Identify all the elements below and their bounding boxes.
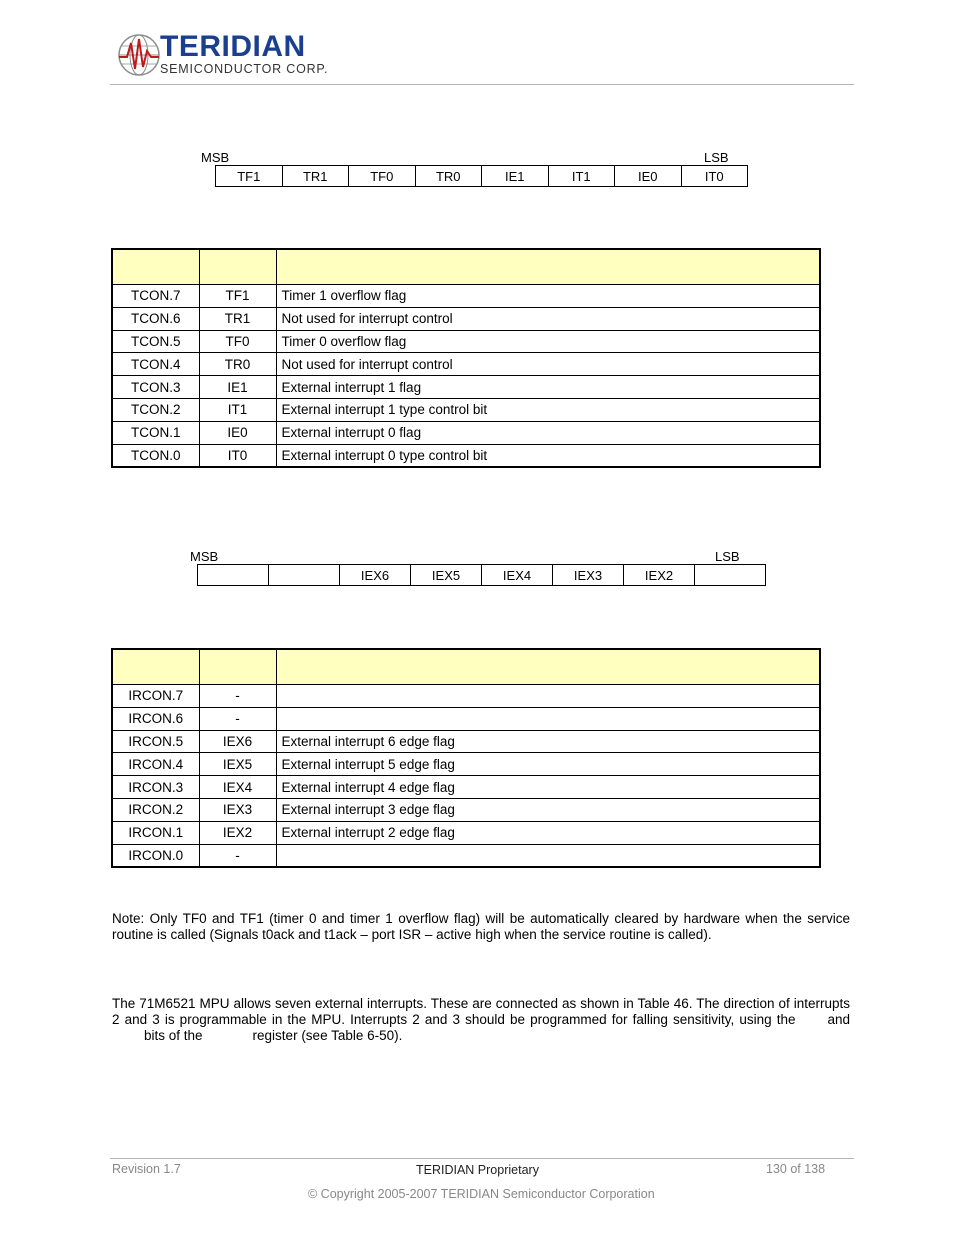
ircon-header-cell	[276, 649, 820, 685]
paragraph-part-1: The 71M6521 MPU allows seven external interrupts. These are connected as shown in Table 46. The direction of interrupts 2 and 3 is programmable in the MPU. Interrupts 2 and 3 should be programmed for falling sensitivity, using the	[112, 996, 850, 1027]
ircon-bit-cell: IEX2	[624, 565, 695, 586]
tcon-msb-label: MSB	[201, 150, 230, 165]
header-divider	[110, 84, 854, 85]
bit-position-cell: TCON.3	[112, 376, 199, 399]
bit-name-cell: TF0	[199, 330, 276, 353]
tcon-bit-cell: IE1	[482, 166, 549, 187]
bit-position-cell: IRCON.5	[112, 730, 199, 753]
bit-description-cell: Not used for interrupt control	[276, 307, 820, 330]
logo-globe-icon	[117, 33, 161, 77]
tcon-description-table	[111, 248, 821, 468]
ircon-bit-cell	[269, 565, 340, 586]
tcon-bit-cell: IT0	[681, 166, 748, 187]
table-row	[112, 753, 820, 776]
company-logo	[117, 33, 161, 77]
footer-copyright: © Copyright 2005-2007 TERIDIAN Semiconductor Corporation	[308, 1187, 655, 1201]
table-row	[112, 285, 820, 308]
tcon-bit-cell: TF0	[349, 166, 416, 187]
ircon-header-cell	[112, 649, 199, 685]
bit-description-cell	[276, 685, 820, 708]
footer-proprietary: TERIDIAN Proprietary	[416, 1163, 539, 1177]
tcon-header-cell	[112, 249, 199, 285]
ircon-bit-cell: IEX6	[340, 565, 411, 586]
logo-wordmark: TERIDIAN	[160, 30, 306, 63]
bit-position-cell: TCON.1	[112, 421, 199, 444]
ircon-header-cell	[199, 649, 276, 685]
table-row	[112, 398, 820, 421]
table-row	[112, 353, 820, 376]
bit-position-cell: IRCON.1	[112, 821, 199, 844]
note-paragraph: Note: Only TF0 and TF1 (timer 0 and timer 1 overflow flag) will be automatically cleared by hardware when the service routine is called (Signals t0ack and t1ack – port ISR – active high when the service routine is called).	[112, 911, 850, 942]
table-row	[112, 330, 820, 353]
bit-name-cell: -	[199, 707, 276, 730]
table-row	[112, 844, 820, 867]
tcon-bit-cell: IE0	[615, 166, 682, 187]
bit-name-cell: IE0	[199, 421, 276, 444]
table-row	[112, 730, 820, 753]
bit-name-cell: -	[199, 685, 276, 708]
bit-position-cell: TCON.0	[112, 444, 199, 467]
bit-description-cell: External interrupt 1 flag	[276, 376, 820, 399]
table-row	[112, 707, 820, 730]
paragraph-part-2: and	[827, 1012, 850, 1027]
tcon-bit-cell: TR1	[282, 166, 349, 187]
ircon-lsb-label: LSB	[715, 549, 740, 564]
footer-revision: Revision 1.7	[112, 1162, 181, 1176]
bit-position-cell: IRCON.3	[112, 776, 199, 799]
footer-page-number: 130 of 138	[766, 1162, 826, 1176]
tcon-header-cell	[276, 249, 820, 285]
table-row	[112, 776, 820, 799]
bit-position-cell: IRCON.6	[112, 707, 199, 730]
ircon-msb-label: MSB	[190, 549, 219, 564]
footer-divider	[110, 1158, 854, 1159]
tcon-bit-cell: TR0	[415, 166, 482, 187]
bit-position-cell: IRCON.0	[112, 844, 199, 867]
bit-name-cell: IT1	[199, 398, 276, 421]
table-row	[112, 798, 820, 821]
bit-position-cell: TCON.6	[112, 307, 199, 330]
tcon-header-row	[112, 249, 820, 285]
ircon-bit-cell	[695, 565, 766, 586]
bit-name-cell: IEX4	[199, 776, 276, 799]
paragraph-part-3: bits of the	[144, 1028, 203, 1043]
logo-subtitle: SEMICONDUCTOR CORP.	[160, 62, 329, 76]
table-row	[112, 444, 820, 467]
bit-description-cell: External interrupt 0 type control bit	[276, 444, 820, 467]
paragraph-part-4: register (see Table 6-50).	[252, 1028, 403, 1043]
table-row	[112, 685, 820, 708]
bit-name-cell: TR0	[199, 353, 276, 376]
bit-position-cell: TCON.5	[112, 330, 199, 353]
bit-name-cell: TR1	[199, 307, 276, 330]
table-row	[112, 307, 820, 330]
table-row	[112, 376, 820, 399]
tcon-bit-cell: IT1	[548, 166, 615, 187]
bit-name-cell: TF1	[199, 285, 276, 308]
ircon-bit-register	[197, 564, 766, 586]
tcon-bit-cell: TF1	[216, 166, 283, 187]
bit-name-cell: IT0	[199, 444, 276, 467]
bit-position-cell: IRCON.4	[112, 753, 199, 776]
bit-description-cell	[276, 707, 820, 730]
bit-name-cell: IEX2	[199, 821, 276, 844]
bit-name-cell: -	[199, 844, 276, 867]
tcon-lsb-label: LSB	[704, 150, 729, 165]
table-row	[112, 821, 820, 844]
bit-position-cell: TCON.7	[112, 285, 199, 308]
body-paragraph	[112, 996, 850, 1044]
bit-description-cell: Not used for interrupt control	[276, 353, 820, 376]
bit-description-cell	[276, 844, 820, 867]
bit-name-cell: IEX5	[199, 753, 276, 776]
bit-position-cell: IRCON.7	[112, 685, 199, 708]
bit-description-cell: External interrupt 0 flag	[276, 421, 820, 444]
bit-name-cell: IE1	[199, 376, 276, 399]
ircon-header-row	[112, 649, 820, 685]
table-row	[112, 421, 820, 444]
tcon-bit-register	[215, 165, 748, 187]
bit-description-cell: External interrupt 2 edge flag	[276, 821, 820, 844]
bit-description-cell: External interrupt 5 edge flag	[276, 753, 820, 776]
ircon-bit-cell: IEX5	[411, 565, 482, 586]
ircon-bit-cell	[198, 565, 269, 586]
bit-description-cell: Timer 0 overflow flag	[276, 330, 820, 353]
ircon-bit-cell: IEX4	[482, 565, 553, 586]
bit-position-cell: IRCON.2	[112, 798, 199, 821]
bit-description-cell: External interrupt 4 edge flag	[276, 776, 820, 799]
bit-position-cell: TCON.2	[112, 398, 199, 421]
bit-name-cell: IEX3	[199, 798, 276, 821]
tcon-header-cell	[199, 249, 276, 285]
ircon-description-table	[111, 648, 821, 868]
bit-description-cell: External interrupt 1 type control bit	[276, 398, 820, 421]
bit-description-cell: External interrupt 6 edge flag	[276, 730, 820, 753]
bit-description-cell: Timer 1 overflow flag	[276, 285, 820, 308]
bit-description-cell: External interrupt 3 edge flag	[276, 798, 820, 821]
bit-position-cell: TCON.4	[112, 353, 199, 376]
bit-name-cell: IEX6	[199, 730, 276, 753]
ircon-bit-cell: IEX3	[553, 565, 624, 586]
